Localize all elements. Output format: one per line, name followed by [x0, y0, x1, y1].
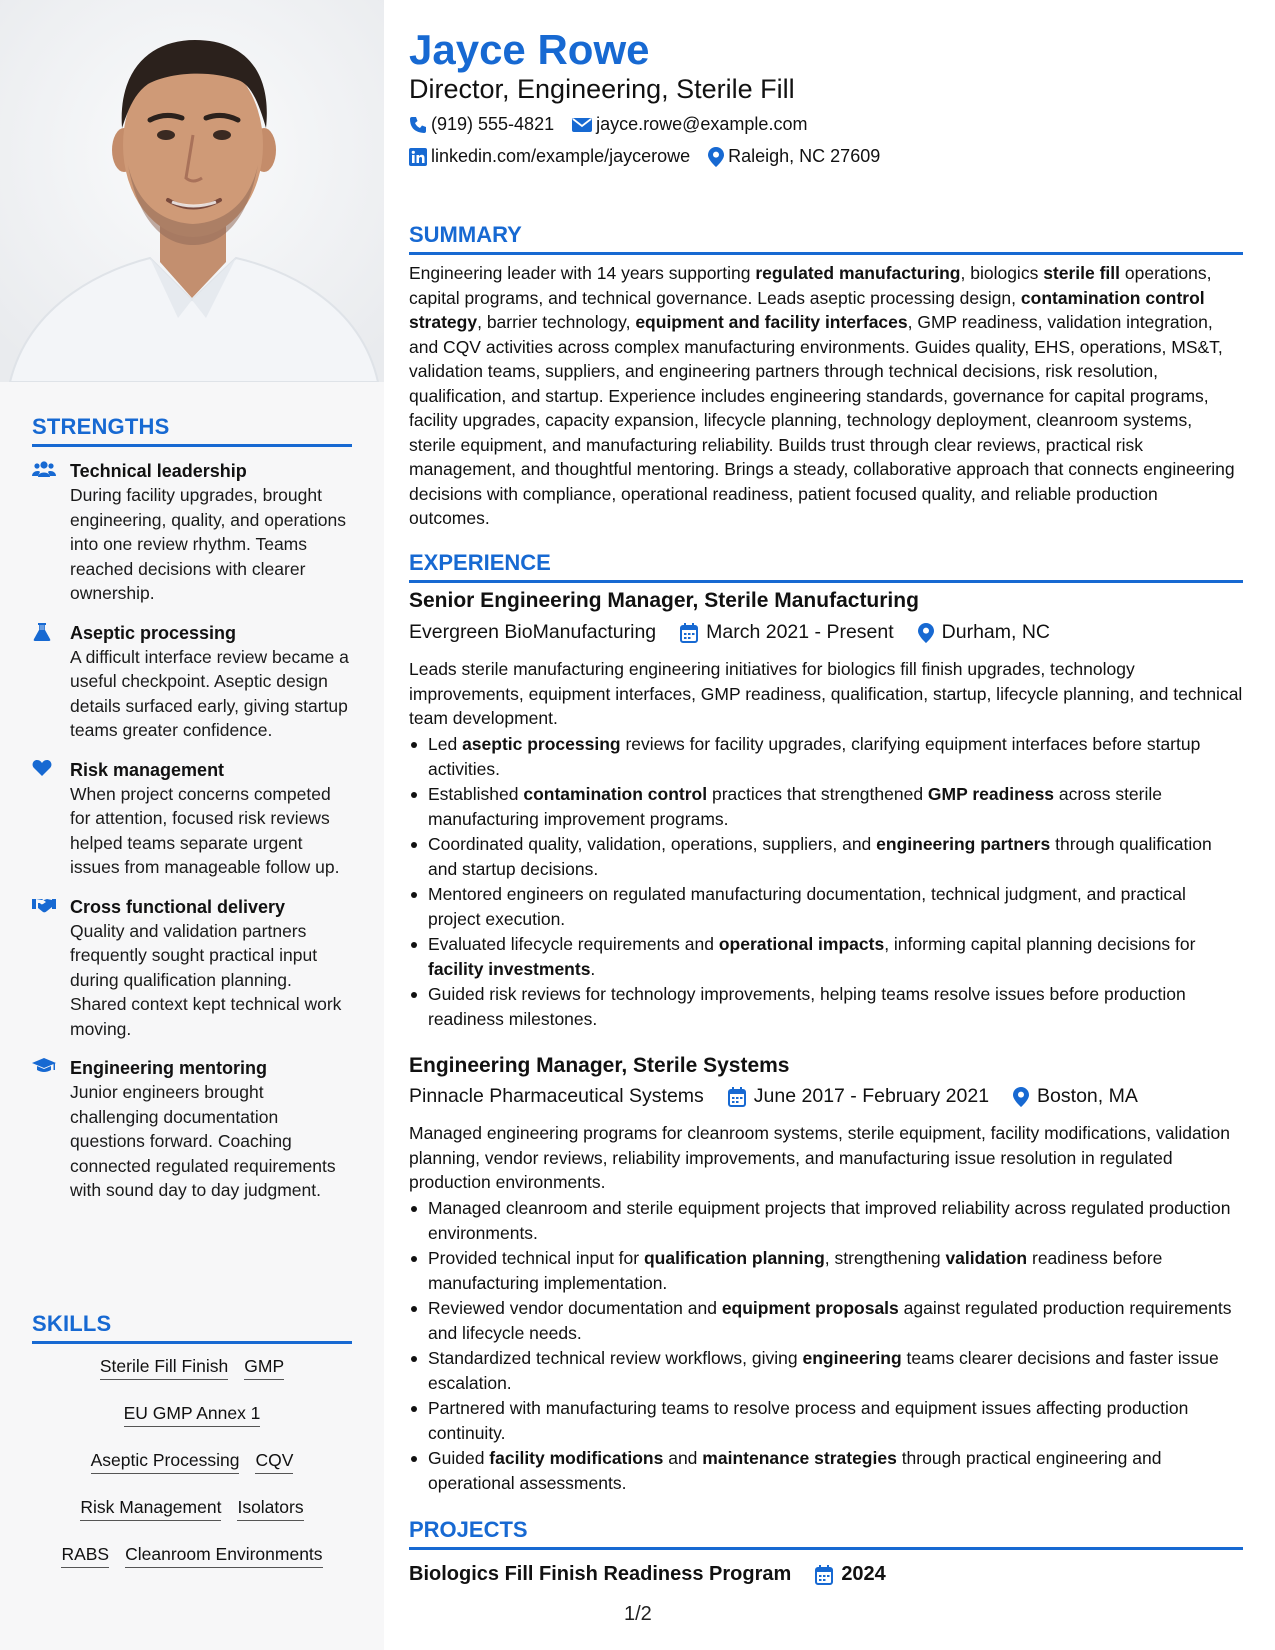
bullet-item: Guided risk reviews for technology improvements, helping teams resolve issues before production readiness milestones. [409, 982, 1243, 1031]
skill-tag: EU GMP Annex 1 [124, 1403, 261, 1427]
strength-item [32, 895, 352, 1042]
bullet-item: Established contamination control practices that strengthened GMP readiness across sterile manufacturing improvement programs. [409, 782, 1243, 831]
skills-list [32, 1356, 352, 1568]
strengths-section [32, 414, 352, 1203]
page-number: 1/2 [624, 1603, 652, 1625]
strength-item [32, 758, 352, 880]
skills-section [32, 1311, 352, 1591]
profile-photo [0, 0, 384, 382]
heart-icon [32, 759, 56, 779]
phone-contact[interactable] [409, 114, 554, 135]
skill-tag: GMP [244, 1356, 284, 1380]
bullet-item: Led aseptic processing reviews for facility upgrades, clarifying equipment interfaces before startup activities. [409, 732, 1243, 781]
calendar-icon [728, 1087, 746, 1107]
bullet-item: Guided facility modifications and maintenance strategies through practical engineering and operational assessments. [409, 1446, 1243, 1495]
location-contact [708, 146, 880, 167]
company-name: Evergreen BioManufacturing [409, 621, 657, 643]
skill-row [32, 1403, 352, 1427]
candidate-name: Jayce Rowe [409, 26, 650, 73]
job-title: Senior Engineering Manager, Sterile Manufacturing [409, 589, 919, 612]
job-bullets [409, 1196, 1243, 1496]
strength-item [32, 459, 352, 606]
candidate-title: Director, Engineering, Sterile Fill [409, 74, 795, 104]
strength-title: Risk management [70, 759, 225, 780]
bullet-item: Provided technical input for qualification planning, strengthening validation readiness before manufacturing implementation. [409, 1246, 1243, 1295]
bullet-item: Evaluated lifecycle requirements and operational impacts, informing capital planning decisions for facility investments. [409, 932, 1243, 981]
job-description: Managed engineering programs for cleanroom systems, sterile equipment, facility modifications, validation planning, vendor reviews, reliability improvements, and manufacturing issue resolution in regulated production environments. [409, 1123, 1230, 1192]
skills-heading: SKILLS [32, 1311, 352, 1344]
phone-text: (919) 555-4821 [431, 114, 555, 134]
graduation-cap-icon [32, 1057, 56, 1077]
map-pin-icon [1013, 1087, 1029, 1107]
sidebar [0, 0, 384, 1650]
linkedin-text: linkedin.com/example/jaycerowe [431, 146, 691, 166]
phone-icon [409, 116, 427, 134]
projects-heading: PROJECTS [409, 1517, 1243, 1550]
bullet-item: Partnered with manufacturing teams to resolve process and equipment issues affecting production continuity. [409, 1396, 1243, 1445]
email-contact[interactable] [572, 114, 807, 135]
skill-tag: Risk Management [80, 1497, 221, 1521]
skill-tag: CQV [255, 1450, 293, 1474]
contact-line-2 [409, 146, 880, 167]
experience-heading: EXPERIENCE [409, 550, 1243, 583]
project-title: Biologics Fill Finish Readiness Program [409, 1563, 792, 1585]
handshake-icon [32, 896, 56, 916]
strength-title: Aseptic processing [70, 622, 237, 643]
project-item [409, 1563, 886, 1586]
users-icon [32, 460, 56, 480]
calendar-icon [680, 623, 698, 643]
skill-row [32, 1356, 352, 1380]
skill-tag: Sterile Fill Finish [100, 1356, 228, 1380]
job-location: Boston, MA [1037, 1085, 1138, 1107]
bullet-item: Standardized technical review workflows, giving engineering teams clearer decisions and faster issue escalation. [409, 1346, 1243, 1395]
project-year: 2024 [841, 1563, 886, 1585]
bullet-item: Reviewed vendor documentation and equipment proposals against regulated production requirements and lifecycle needs. [409, 1296, 1243, 1345]
skill-tag: Isolators [237, 1497, 303, 1521]
bullet-item: Mentored engineers on regulated manufacturing documentation, technical judgment, and practical project execution. [409, 882, 1243, 931]
contact-line-1 [409, 114, 807, 135]
summary-heading: SUMMARY [409, 222, 1243, 255]
job-meta [409, 1085, 1138, 1108]
strength-title: Cross functional delivery [70, 896, 286, 917]
strength-desc: A difficult interface review became a useful checkpoint. Aseptic design details surfaced early, giving startup teams greater confidence. [70, 646, 349, 740]
strength-title: Engineering mentoring [70, 1058, 268, 1078]
map-pin-icon [918, 623, 934, 643]
location-text: Raleigh, NC 27609 [728, 146, 881, 166]
job-meta [409, 621, 1050, 644]
skill-tag: RABS [61, 1544, 109, 1568]
linkedin-contact[interactable] [409, 146, 690, 167]
job-title: Engineering Manager, Sterile Systems [409, 1054, 790, 1077]
job-dates: March 2021 - Present [706, 621, 894, 643]
skill-row [32, 1450, 352, 1474]
skill-row [32, 1544, 352, 1568]
strength-item [32, 1056, 352, 1203]
map-pin-icon [708, 147, 724, 167]
strength-title: Technical leadership [70, 461, 247, 481]
strengths-heading: STRENGTHS [32, 414, 352, 447]
job-description: Leads sterile manufacturing engineering initiatives for biologics fill finish upgrades, technology improvements, equipment interfaces, GMP readiness, qualification, startup, lifecycle planning, and technical team development. [409, 659, 1243, 728]
company-name: Pinnacle Pharmaceutical Systems [409, 1085, 704, 1107]
flask-icon [32, 622, 56, 642]
bullet-item: Coordinated quality, validation, operations, suppliers, and engineering partners through qualification and startup decisions. [409, 832, 1243, 881]
strength-item [32, 621, 352, 743]
strength-desc: When project concerns competed for attention, focused risk reviews helped teams separate urgent issues from manageable follow up. [70, 783, 340, 877]
job-dates: June 2017 - February 2021 [753, 1085, 990, 1107]
skill-tag: Aseptic Processing [91, 1450, 240, 1474]
strength-desc: Junior engineers brought challenging documentation questions forward. Coaching connected regulated requirements with sound day to day judgment. [70, 1082, 336, 1200]
skill-row [32, 1497, 352, 1521]
strength-desc: Quality and validation partners frequently sought practical input during qualification planning. Shared context kept technical work moving. [70, 920, 342, 1039]
email-text: jayce.rowe@example.com [596, 114, 808, 134]
strength-desc: During facility upgrades, brought engineering, quality, and operations into one review rhythm. Teams reached decisions with clearer ownership. [70, 485, 346, 603]
linkedin-icon [409, 148, 427, 166]
calendar-icon [815, 1565, 833, 1585]
bullet-item: Managed cleanroom and sterile equipment projects that improved reliability across regulated production environments. [409, 1196, 1243, 1245]
skill-tag: Cleanroom Environments [125, 1544, 322, 1568]
job-location: Durham, NC [941, 621, 1051, 643]
summary-text: Engineering leader with 14 years supporting regulated manufacturing, biologics sterile fill operations, capital programs, and technical governance. Leads aseptic processing design, contamination control strategy, barrier technology, equipment and facility interfaces, GMP readiness, validation integration, and CQV activities across complex manufacturing environments. Guides quality, EHS, operations, MS&T, validation teams, suppliers, and engineering partners through technical decisions, risk resolution, qualification, and startup. Experience includes engineering standards, governance for capital programs, facility upgrades, capacity expansion, lifecycle planning, technology deployment, cleanroom systems, sterile equipment, and manufacturing reliability. Builds trust through clear reviews, practical risk management, and thoughtful mentoring. Brings a steady, collaborative approach that connects engineering decisions with compliance, operational readiness, patient focused quality, and reliable production outcomes. [409, 263, 1235, 528]
envelope-icon [572, 117, 592, 133]
job-bullets [409, 732, 1243, 1032]
